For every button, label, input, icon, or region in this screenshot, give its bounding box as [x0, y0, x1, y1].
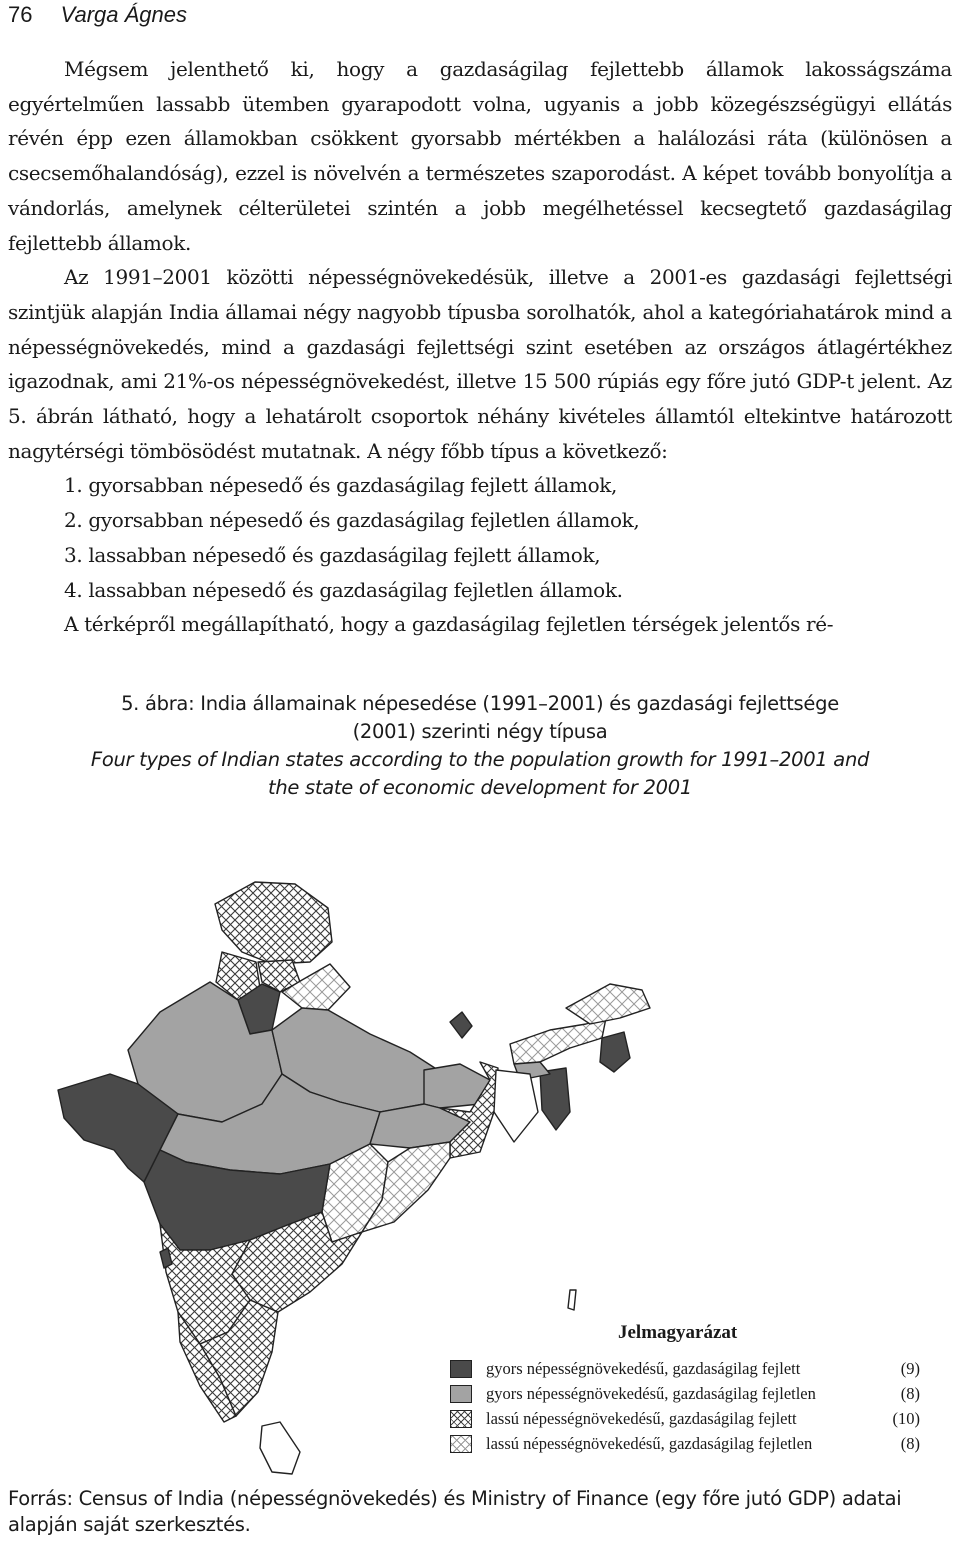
- figure-caption: [0, 690, 960, 802]
- state-region: [540, 1068, 570, 1130]
- legend-item: [450, 1406, 920, 1431]
- legend-count: (8): [900, 1383, 920, 1403]
- list-item: 4. lassabban népesedő és gazdaságilag fejletlen államok.: [64, 577, 623, 602]
- legend-item: [450, 1431, 920, 1456]
- state-region: [600, 1032, 630, 1072]
- paragraph-2: Az 1991–2001 közötti népességnövekedésük, illetve a 2001-es gazdasági fejlettségi szintjük alapján India államai négy nagyobb típusba sorolhatók, ahol a kategóriahatárok mind a népességnövekedés, mind a gazdasági fejlettségi szint esetében az országos átlagértékhez igazodnak, ami 21%-os népességnövekedést, illetve 15 500 rúpiás egy főre jutó GDP-t jelent. Az 5. ábrán látható, hogy a lehatárolt csoportok néhány kivételes államtól eltekintve határozott nagytérségi tömbösödést mutatnak. A négy főbb típus a következő:: [8, 265, 952, 463]
- legend-label: lassú népességnövekedésű, gazdaságilag fejletlen: [486, 1433, 813, 1453]
- paragraph-1: Mégsem jelenthető ki, hogy a gazdaságilag fejlettebb államok lakosságszáma egyértelműen lassabb ütemben gyarapodott volna, ugyanis a jobb közegészségügyi ellátás révén épp ezen államokban csökkent gyorsabb mértékben a halálozási ráta (különösen a csecsemőhalandóság), ezzel is növelvén a természetes szaporodást. A képet tovább bonyolítja a vándorlás, amelynek célterületei szintén a jobb megélhetéssel kecsegtető gazdaságilag fejlettebb államok.: [8, 57, 952, 255]
- legend-count: (10): [892, 1408, 920, 1428]
- legend-swatch-cross-light: [450, 1435, 472, 1453]
- state-region: [510, 1018, 606, 1064]
- legend-swatch-cross-dense: [450, 1410, 472, 1428]
- island-outline: [568, 1290, 576, 1310]
- caption-en-line-1: Four types of Indian states according to the population growth for 1991–2001 and: [90, 748, 870, 771]
- type-list: [8, 468, 952, 607]
- legend-label: gyors népességnövekedésű, gazdaságilag fejlett: [486, 1358, 801, 1378]
- state-region: [215, 882, 332, 964]
- caption-hu-line-2: (2001) szerinti négy típusa: [352, 720, 608, 743]
- author-name: Varga Ágnes: [60, 2, 187, 27]
- neighbour-outline: [260, 1422, 300, 1474]
- list-item: 1. gyorsabban népesedő és gazdaságilag fejlett államok,: [64, 473, 618, 498]
- legend-item: [450, 1381, 920, 1406]
- legend-swatch-dark: [450, 1360, 472, 1378]
- state-region: [450, 1012, 472, 1038]
- legend-swatch-grey: [450, 1385, 472, 1403]
- legend-label: lassú népességnövekedésű, gazdaságilag fejlett: [486, 1408, 797, 1428]
- legend-label: gyors népességnövekedésű, gazdaságilag fejletlen: [486, 1383, 816, 1403]
- caption-en-line-2: the state of economic development for 2001: [268, 776, 692, 799]
- caption-hu-line-1: 5. ábra: India államainak népesedése (1991–2001) és gazdasági fejlettsége: [121, 692, 839, 715]
- running-head: [8, 2, 187, 28]
- map-legend: [450, 1322, 920, 1456]
- legend-item: [450, 1356, 920, 1381]
- legend-title: Jelmagyarázat: [618, 1322, 738, 1343]
- paragraph-3: A térképről megállapítható, hogy a gazdaságilag fejletlen térségek jelentős ré-: [64, 612, 834, 637]
- body-text: [8, 52, 952, 642]
- list-item: 2. gyorsabban népesedő és gazdaságilag fejletlen államok,: [64, 508, 640, 533]
- legend-count: (8): [900, 1433, 920, 1453]
- neighbour-outline: [494, 1070, 538, 1142]
- page-number: 76: [8, 2, 33, 27]
- legend-count: (9): [900, 1358, 920, 1378]
- list-item: 3. lassabban népesedő és gazdaságilag fejlett államok,: [64, 542, 601, 567]
- state-region: [566, 984, 650, 1024]
- figure-source: Forrás: Census of India (népességnövekedés) és Ministry of Finance (egy főre jutó GDP) adatai alapján saját szerkesztés.: [8, 1487, 902, 1536]
